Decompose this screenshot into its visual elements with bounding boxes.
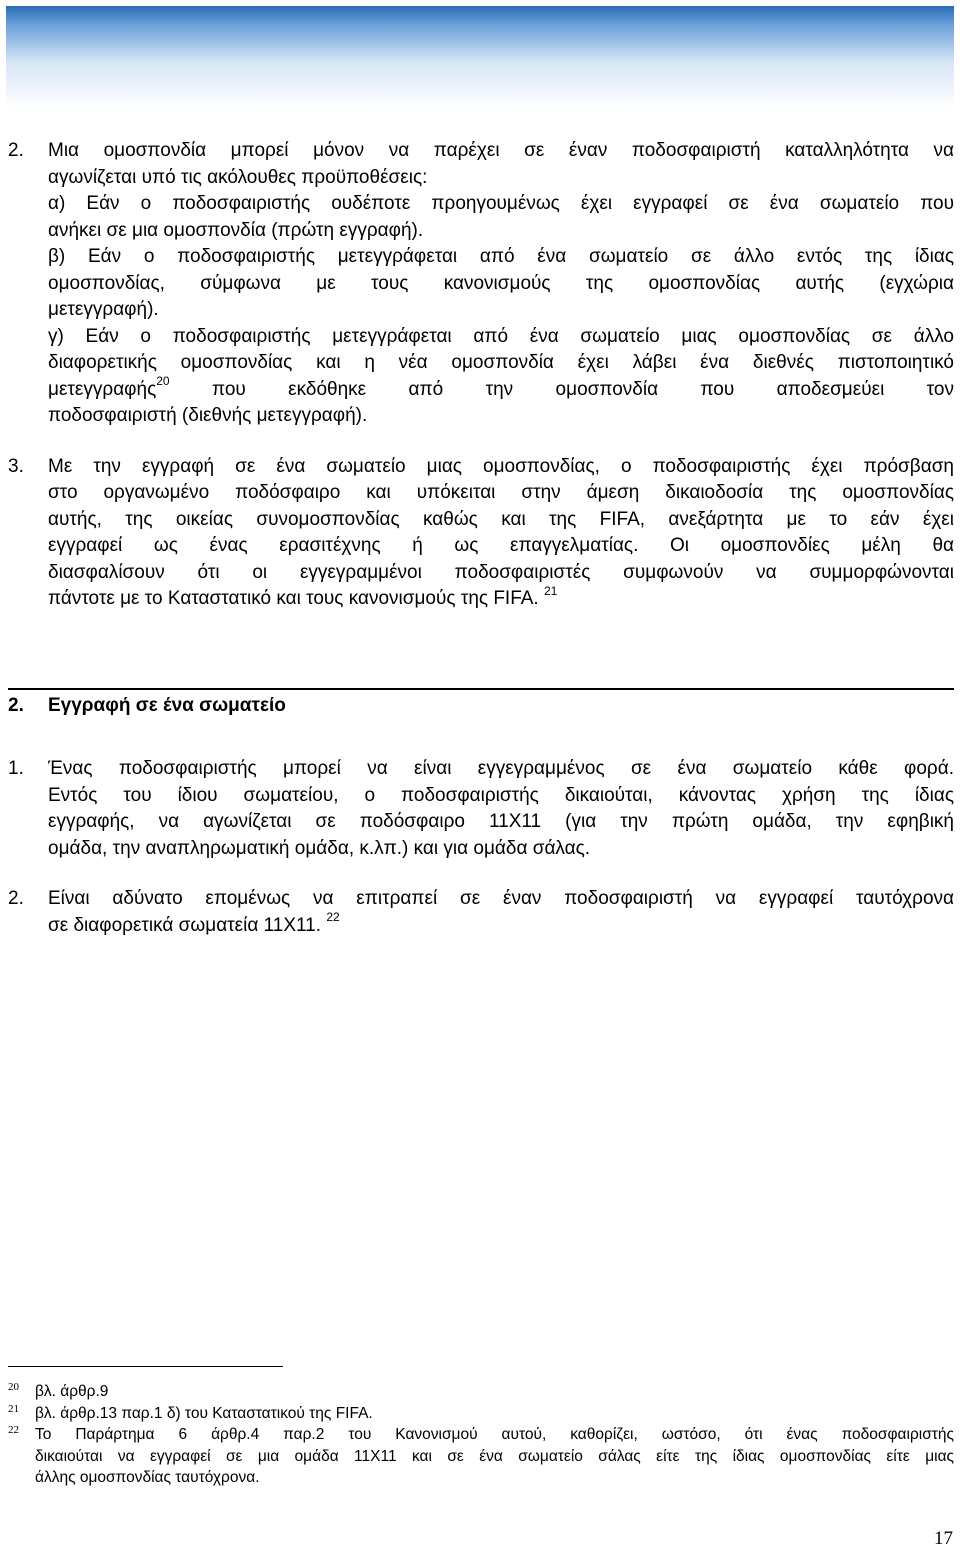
- text-line: διαφορετικής ομοσπονδίας και η νέα ομοσπονδία έχει λάβει ένα διεθνές πιστοποιητικό: [48, 352, 954, 373]
- footnote-22: [8, 1424, 954, 1489]
- paragraph-3: [8, 454, 954, 613]
- section-heading: [8, 688, 954, 719]
- text-run: μετεγγραφής: [48, 378, 157, 400]
- text-line: στο οργανωμένο ποδόσφαιρο και υπόκειται στην άμεση δικαιοδοσία της ομοσπονδίας: [48, 482, 954, 503]
- text-line: Μια ομοσπονδία μπορεί μόνον να παρέχει σε έναν ποδοσφαιριστή καταλληλότητα να: [48, 140, 954, 161]
- text-line: ανήκει σε μια ομοσπονδία (πρώτη εγγραφή).: [48, 219, 424, 241]
- footnote-ref-21[interactable]: 21: [544, 583, 558, 598]
- footnote-ref-22[interactable]: 22: [326, 910, 340, 925]
- text-line: διασφαλίσουν ότι οι εγγεγραμμένοι ποδοσφαιριστές συμφωνούν να συμμορφώνονται: [48, 561, 954, 583]
- section-paragraph-1: [8, 756, 954, 862]
- section-paragraph-2: [8, 886, 954, 939]
- text-line: εγγραφής, να αγωνίζεται σε ποδόσφαιρο 11Χ11 (για την πρώτη ομάδα, την εφηβική: [48, 811, 954, 832]
- text-run: σε διαφορετικά σωματεία 11Χ11.: [48, 914, 327, 936]
- text-line: Είναι αδύνατο επομένως να επιτραπεί σε έναν ποδοσφαιριστή να εγγραφεί ταυτόχρονα: [48, 888, 954, 909]
- footnote-text: βλ. άρθρ.13 παρ.1 δ) του Καταστατικού της FIFA.: [35, 1404, 373, 1422]
- text-line: ομοσπονδίας, σύμφωνα με τους κανονισμούς της ομοσπονδίας αυτής (εγχώρια: [48, 272, 954, 294]
- text-run: που εκδόθηκε από την ομοσπονδία που αποδεσμεύει τον: [169, 378, 954, 400]
- footnote-text: δικαιούται να εγγραφεί σε μια ομάδα 11Χ11 και σε ένα σωματείο σάλας είτε της ίδιας ομοσπονδίας είτε μιας: [35, 1447, 954, 1465]
- body-text: [8, 138, 954, 613]
- footnote-number: 21: [8, 1402, 19, 1415]
- section-body: [8, 756, 954, 939]
- footnote-text: άλλης ομοσπονδίας ταυτόχρονα.: [35, 1469, 260, 1486]
- text-line: Ένας ποδοσφαιριστής μπορεί να είναι εγγεγραμμένος σε ένα σωματείο κάθε φορά.: [48, 758, 954, 779]
- paragraph-number: 2.: [8, 888, 24, 909]
- text-line: β) Εάν ο ποδοσφαιριστής μετεγγράφεται από ένα σωματείο σε άλλο εντός της ίδιας: [48, 246, 954, 267]
- paragraph-number: 1.: [8, 758, 24, 779]
- text-line: μετεγγραφή).: [48, 299, 159, 320]
- section-title: Εγγραφή σε ένα σωματείο: [48, 695, 286, 716]
- text-line-with-footnote: [48, 910, 954, 940]
- text-line: γ) Εάν ο ποδοσφαιριστής μετεγγράφεται από ένα σωματείο μιας ομοσπονδίας σε άλλο: [48, 325, 954, 347]
- page-number: 17: [934, 1528, 953, 1549]
- text-line: αυτής, της οικείας συνομοσπονδίας καθώς και της FIFA, ανεξάρτητα με το εάν έχει: [48, 508, 954, 530]
- footnote-20: [8, 1381, 954, 1403]
- footnotes: [8, 1381, 954, 1489]
- paragraph-number: 3.: [8, 455, 24, 477]
- paragraph-2: [8, 138, 954, 430]
- text-line: αγωνίζεται υπό τις ακόλουθες προϋποθέσεις:: [48, 166, 428, 188]
- footnote-number: 22: [8, 1424, 19, 1436]
- text-line: ομάδα, την αναπληρωματική ομάδα, κ.λπ.) και για ομάδα σάλας.: [48, 837, 591, 859]
- footnote-21: [8, 1403, 954, 1425]
- text-run: πάντοτε με το Καταστατικό και τους κανονισμούς της FIFA.: [48, 588, 544, 609]
- text-line-with-footnote: [48, 583, 954, 613]
- footnote-text: Το Παράρτημα 6 άρθρ.4 παρ.2 του Κανονισμού αυτού, καθορίζει, ωστόσο, ότι ένας ποδοσφαιριστής: [35, 1426, 954, 1443]
- text-line-with-footnote: [48, 374, 954, 404]
- header-gradient-band: [6, 6, 954, 108]
- text-line: Εντός του ίδιου σωματείου, ο ποδοσφαιριστής δικαιούται, κάνοντας χρήση της ίδιας: [48, 784, 954, 806]
- section-number: 2.: [8, 695, 24, 716]
- footnote-number: 20: [8, 1381, 19, 1393]
- text-line: ποδοσφαιριστή (διεθνής μετεγγραφή).: [48, 405, 368, 426]
- text-line: εγγραφεί ως ένας ερασιτέχνης ή ως επαγγελματίας. Οι ομοσπονδίες μέλη θα: [48, 535, 954, 556]
- footnote-separator: [8, 1366, 283, 1367]
- text-line: Με την εγγραφή σε ένα σωματείο μιας ομοσπονδίας, ο ποδοσφαιριστής έχει πρόσβαση: [48, 455, 954, 477]
- paragraph-number: 2.: [8, 140, 24, 161]
- text-line: α) Εάν ο ποδοσφαιριστής ουδέποτε προηγουμένως έχει εγγραφεί σε ένα σωματείο που: [48, 193, 954, 214]
- footnote-ref-20[interactable]: 20: [156, 374, 170, 389]
- footnote-text: βλ. άρθρ.9: [35, 1383, 109, 1400]
